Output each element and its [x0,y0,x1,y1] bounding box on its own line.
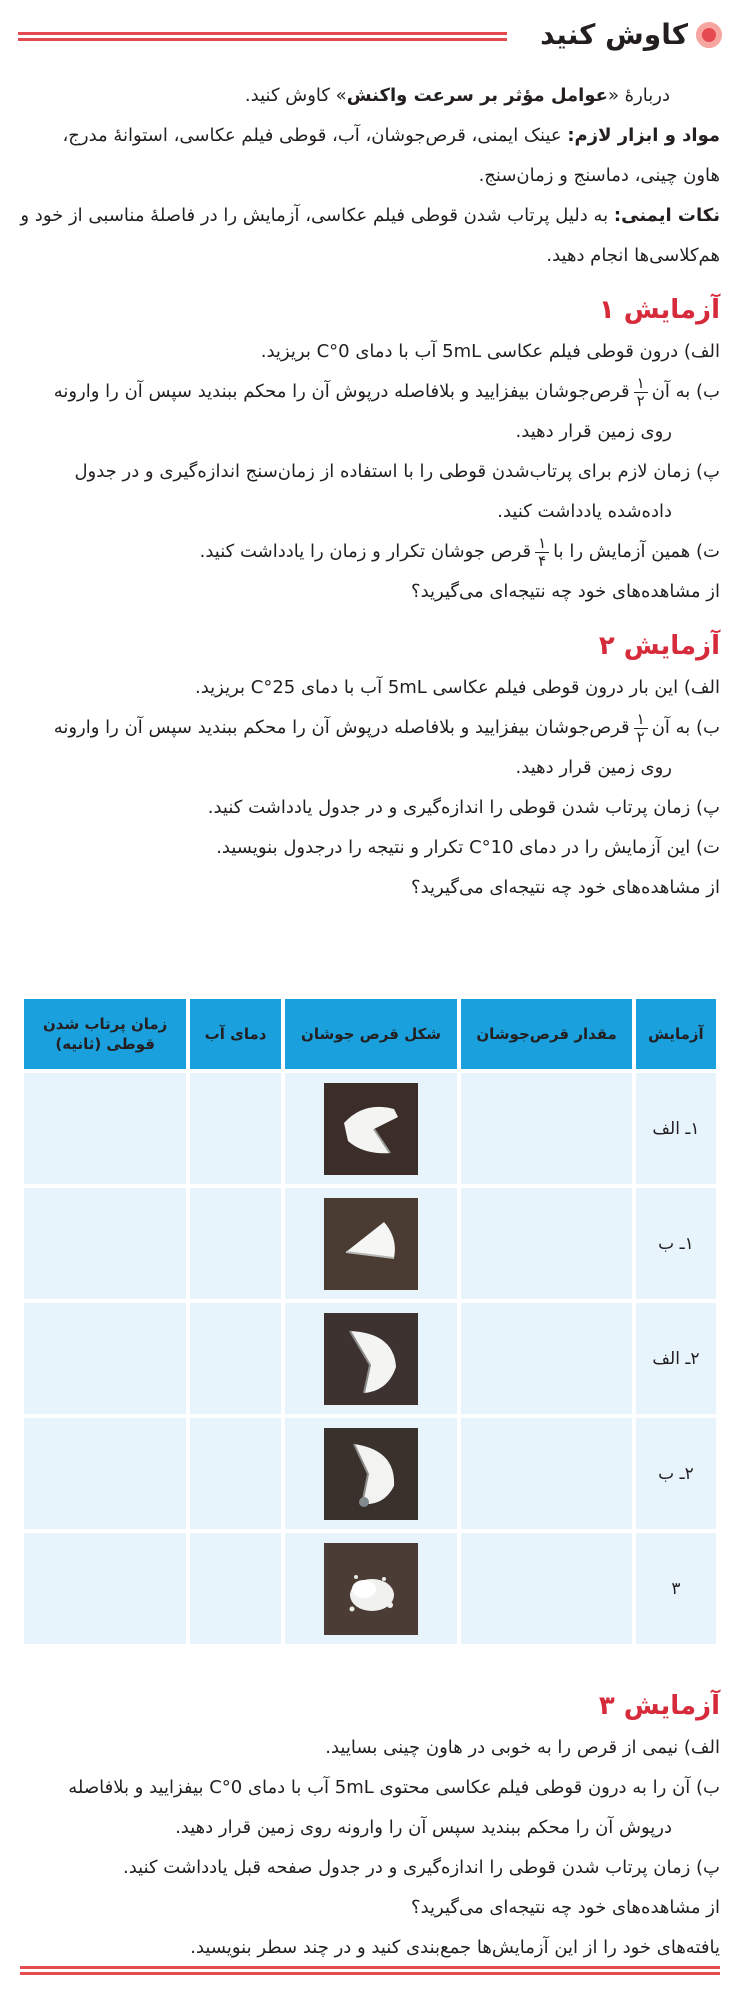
exp2-step-b-cont: روی زمین قرار دهید. [515,757,672,778]
experiment-2-title: آزمایش ۲ [598,631,720,661]
table-row [24,1418,716,1529]
exp1-step-b-cont: روی زمین قرار دهید. [515,421,672,442]
exp1-question: از مشاهده‌های خود چه نتیجه‌ای می‌گیرید؟ [411,581,720,602]
exp2-step-t: ت) این آزمایش را در دمای 10°C تکرار و نتیجه را درجدول بنویسید. [216,837,720,858]
header-rule [18,32,507,35]
materials-text: عینک ایمنی، قرص‌جوشان، آب، قوطی فیلم عکاسی، استوانهٔ مدرج، هاون چینی، دماسنج و زمان‌سنج. [62,125,720,186]
cell-experiment: ۲ـ ب [636,1418,716,1529]
powdered-tablet-photo [324,1543,418,1635]
cell-tablet-amount[interactable] [461,1188,632,1299]
results-table [20,995,720,1648]
section-title: کاوش کنید [540,18,688,51]
header-bullet-icon [696,22,722,48]
cell-water-temp[interactable] [190,1073,280,1184]
materials [20,116,720,196]
exp3-step-p: پ) زمان پرتاب شدن قوطی را اندازه‌گیری و در جدول صفحه قبل یادداشت کنید. [122,1857,720,1878]
cell-tablet-shape [285,1533,458,1644]
exp2-step-b: ب) به آن $\frac{۱}{۲}$ قرص‌جوشان بیفزایید و بلافاصله درپوش آن را محکم ببندید سپس آن را وارونه [53,709,720,746]
exp3-step-a: الف) نیمی از قرص را به خوبی در هاون چینی بسایید. [325,1737,720,1758]
fraction-half: $\frac{۱}{۲}$ [634,711,648,746]
materials-label: مواد و ابزار لازم: [567,125,720,146]
page-content [20,76,720,908]
header-water-temp: دمای آب [190,999,280,1069]
section-header [18,14,722,58]
header-launch-time: زمان پرتاب شدن قوطی (ثانیه) [24,999,186,1069]
cell-tablet-amount[interactable] [461,1073,632,1184]
exp1-step-t: ت) همین آزمایش را با $\frac{۱}{۴}$ قرص جوشان تکرار و زمان را یادداشت کنید. [199,533,720,570]
half-tablet-photo [324,1083,418,1175]
cell-tablet-amount[interactable] [461,1418,632,1529]
fraction-quarter: $\frac{۱}{۴}$ [535,535,549,570]
footer-rule [20,1972,720,1975]
table-row [24,1303,716,1414]
cell-tablet-amount[interactable] [461,1303,632,1414]
exp2-step-p: پ) زمان پرتاب شدن قوطی را اندازه‌گیری و در جدول یادداشت کنید. [207,797,720,818]
header-experiment: آزمایش [636,999,716,1069]
header-tablet-amount: مقدار قرص‌جوشان [461,999,632,1069]
experiment-1-title: آزمایش ۱ [598,295,720,325]
cell-tablet-shape [285,1188,458,1299]
exp3-step-b-cont: درپوش آن را محکم ببندید سپس آن را وارونه روی زمین قرار دهید. [175,1817,672,1838]
footer-rule [20,1966,720,1969]
quarter-tablet-photo [324,1198,418,1290]
header-rule [18,38,507,41]
exp2-question: از مشاهده‌های خود چه نتیجه‌ای می‌گیرید؟ [411,877,720,898]
table-row [24,1533,716,1644]
table-header-row [24,999,716,1069]
exp1-step-a: الف) درون قوطی فیلم عکاسی 5mL آب با دمای 0°C بریزید. [260,341,720,362]
header-tablet-shape: شکل قرص جوشان [285,999,458,1069]
cell-water-temp[interactable] [190,1418,280,1529]
half-tablet-photo [324,1428,418,1520]
cell-tablet-amount[interactable] [461,1533,632,1644]
cell-water-temp[interactable] [190,1188,280,1299]
cell-launch-time[interactable] [24,1073,186,1184]
cell-tablet-shape [285,1073,458,1184]
intro-topic: دربارهٔ «عوامل مؤثر بر سرعت واکنش» کاوش کنید. [244,85,670,106]
topic-text: عوامل مؤثر بر سرعت واکنش [346,85,608,106]
safety-text: به دلیل پرتاب شدن قوطی فیلم عکاسی، آزمایش را در فاصلهٔ مناسبی از خود و هم‌کلاسی‌ها انجام دهید. [20,205,720,266]
safety-notes [20,196,720,276]
exp3-question: از مشاهده‌های خود چه نتیجه‌ای می‌گیرید؟ [411,1897,720,1918]
fraction-half: $\frac{۱}{۲}$ [634,375,648,410]
cell-experiment: ۱ـ ب [636,1188,716,1299]
cell-water-temp[interactable] [190,1303,280,1414]
cell-tablet-shape [285,1418,458,1529]
table-row [24,1073,716,1184]
exp3-step-b: ب) آن را به درون قوطی فیلم عکاسی محتوی 5mL آب با دمای 0°C بیفزایید و بلافاصله [68,1777,720,1798]
cell-water-temp[interactable] [190,1533,280,1644]
experiment-3-section [20,1686,720,1968]
exp2-step-a: الف) این بار درون قوطی فیلم عکاسی 5mL آب با دمای 25°C بریزید. [194,677,720,698]
cell-launch-time[interactable] [24,1188,186,1299]
cell-experiment: ۱ـ الف [636,1073,716,1184]
cell-experiment: ۲ـ الف [636,1303,716,1414]
exp1-step-p: پ) زمان لازم برای پرتاب‌شدن قوطی را با استفاده از زمان‌سنج اندازه‌گیری و در جدول [74,461,720,482]
exp1-step-b: ب) به آن $\frac{۱}{۲}$ قرص‌جوشان بیفزایید و بلافاصله درپوش آن را محکم ببندید سپس آن را وارونه [53,373,720,410]
table-row [24,1188,716,1299]
cell-launch-time[interactable] [24,1533,186,1644]
cell-launch-time[interactable] [24,1418,186,1529]
safety-label: نکات ایمنی: [613,205,720,226]
experiment-3-title: آزمایش ۳ [598,1691,720,1721]
cell-launch-time[interactable] [24,1303,186,1414]
exp3-summary: یافته‌های خود را از این آزمایش‌ها جمع‌بندی کنید و در چند سطر بنویسید. [190,1937,720,1958]
half-tablet-photo [324,1313,418,1405]
cell-experiment: ۳ [636,1533,716,1644]
cell-tablet-shape [285,1303,458,1414]
exp1-step-p-cont: داده‌شده یادداشت کنید. [497,501,672,522]
